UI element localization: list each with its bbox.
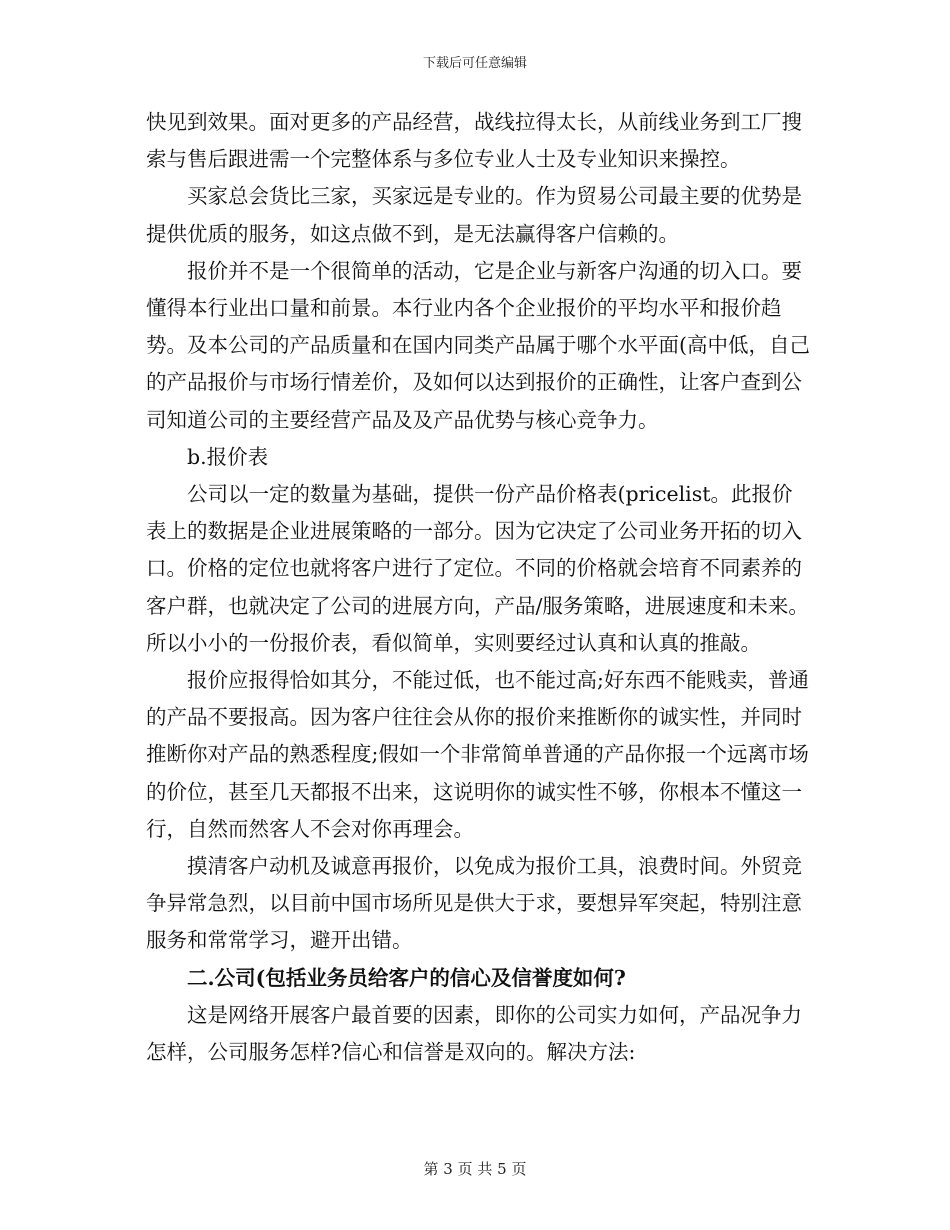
- paragraph-4: 公司以一定的数量为基础，提供一份产品价格表(pricelist。此报价表上的数据是企业进展策略的一部分。因为它决定了公司业务开拓的切入口。价格的定位也就将客户进行了定位。不同的价格就会培育不同素养的客户群，也就决定了公司的进展方向，产品/服务策略，进展速度和未来。所以小小的一份报价表，看似简单，实则要经过认真和认真的推敲。: [146, 482, 809, 655]
- paragraph-2: 买家总会货比三家，买家远是专业的。作为贸易公司最主要的优势是提供优质的服务，如这点做不到，是无法赢得客户信赖的。: [146, 184, 802, 246]
- paragraph-5: 报价应报得恰如其分，不能过低，也不能过高;好东西不能贱卖，普通的产品不要报高。因为客户往往会从你的报价来推断你的诚实性，并同时推断你对产品的熟悉程度;假如一个非常简单普通的产品你报一个远离市场的价位，甚至几天都报不出来，这说明你的诚实性不够，你根本不懂这一行，自然而然客人不会对你再理会。: [146, 668, 809, 841]
- page-footer: 第 3 页 共 5 页: [423, 1160, 527, 1178]
- paragraph-1: 快见到效果。面对更多的产品经营，战线拉得太长，从前线业务到工厂搜索与售后跟进需一个完整体系与多位专业人士及专业知识来操控。: [146, 110, 802, 172]
- document-body: [146, 104, 810, 1071]
- page-header: 下载后可任意编辑: [422, 56, 527, 71]
- paragraph-3: 报价并不是一个很简单的活动，它是企业与新客户沟通的切入口。要懂得本行业出口量和前景。本行业内各个企业报价的平均水平和报价趋势。及本公司的产品质量和在国内同类产品属于哪个水平面(高中低，自己的产品报价与市场行情差价，及如何以达到报价的正确性，让客户查到公司知道公司的主要经营产品及及产品优势与核心竞争力。: [146, 258, 810, 432]
- section-heading-2: 二.公司(包括业务员给客户的信心及信誉度如何?: [187, 965, 626, 990]
- paragraph-6: 摸清客户动机及诚意再报价，以免成为报价工具，浪费时间。外贸竞争异常急烈，以目前中国市场所见是供大于求，要想异军突起，特别注意服务和常常学习，避开出错。: [146, 854, 802, 953]
- subheading-price-list: b.报价表: [187, 444, 269, 469]
- paragraph-7: 这是网络开展客户最首要的因素，即你的公司实力如何，产品况争力怎样，公司服务怎样?信心和信誉是双向的。解决方法:: [146, 1002, 802, 1065]
